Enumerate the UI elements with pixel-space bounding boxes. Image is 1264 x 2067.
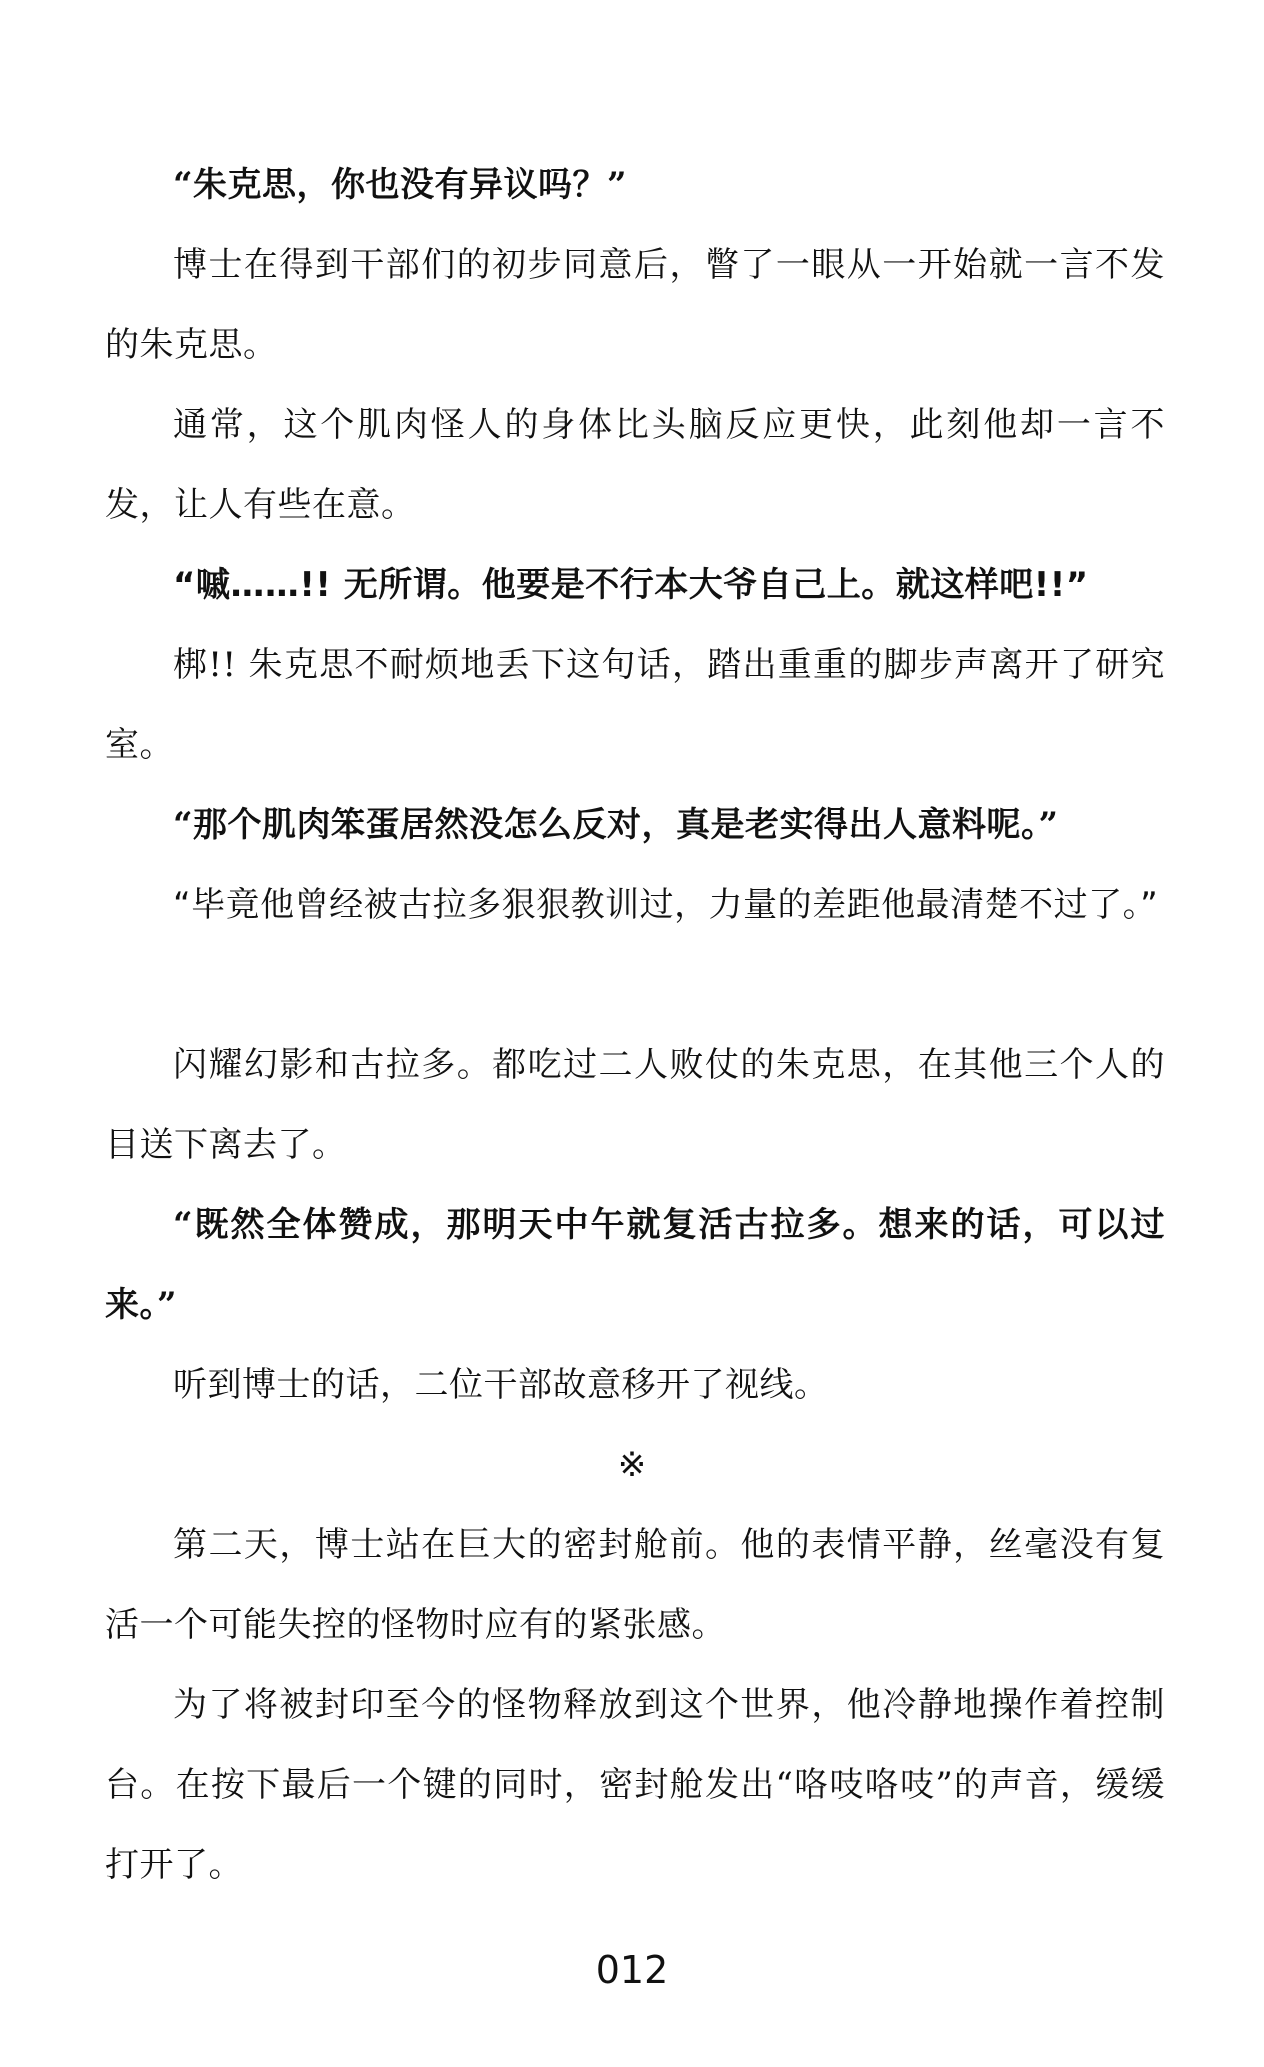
paragraph-dialogue-5: “既然全体赞成，那明天中午就复活古拉多。想来的话，可以过来。”	[105, 1205, 1165, 1325]
paragraph-narration-3: 梆!! 朱克思不耐烦地丢下这句话，踏出重重的脚步声离开了研究室。	[105, 645, 1165, 765]
paragraph-narration-6: 第二天，博士站在巨大的密封舱前。他的表情平静，丝毫没有复活一个可能失控的怪物时应有的紧张感。	[105, 1525, 1165, 1645]
section-separator: ※	[617, 1445, 647, 1485]
paragraph-dialogue-4: “毕竟他曾经被古拉多狠狠教训过，力量的差距他最清楚不过了。”	[173, 885, 1159, 925]
page-number: 012	[595, 1948, 669, 1992]
paragraph-narration-1: 博士在得到干部们的初步同意后，瞥了一眼从一开始就一言不发的朱克思。	[105, 245, 1165, 365]
paragraph-dialogue-1: “朱克思，你也没有异议吗？”	[173, 165, 628, 205]
paragraph-narration-2: 通常，这个肌肉怪人的身体比头脑反应更快，此刻他却一言不发，让人有些在意。	[105, 405, 1165, 525]
paragraph-dialogue-3: “那个肌肉笨蛋居然没怎么反对，真是老实得出人意料呢。”	[173, 805, 1059, 845]
paragraph-dialogue-2: “嘁……!! 无所谓。他要是不行本大爷自己上。就这样吧!!”	[173, 565, 1089, 605]
paragraph-narration-5: 听到博士的话，二位干部故意移开了视线。	[173, 1365, 829, 1405]
paragraph-narration-7: 为了将被封印至今的怪物释放到这个世界，他冷静地操作着控制台。在按下最后一个键的同时，密封舱发出“咯吱咯吱”的声音，缓缓打开了。	[105, 1685, 1165, 1885]
paragraph-narration-4: 闪耀幻影和古拉多。都吃过二人败仗的朱克思，在其他三个人的目送下离去了。	[105, 1045, 1165, 1165]
